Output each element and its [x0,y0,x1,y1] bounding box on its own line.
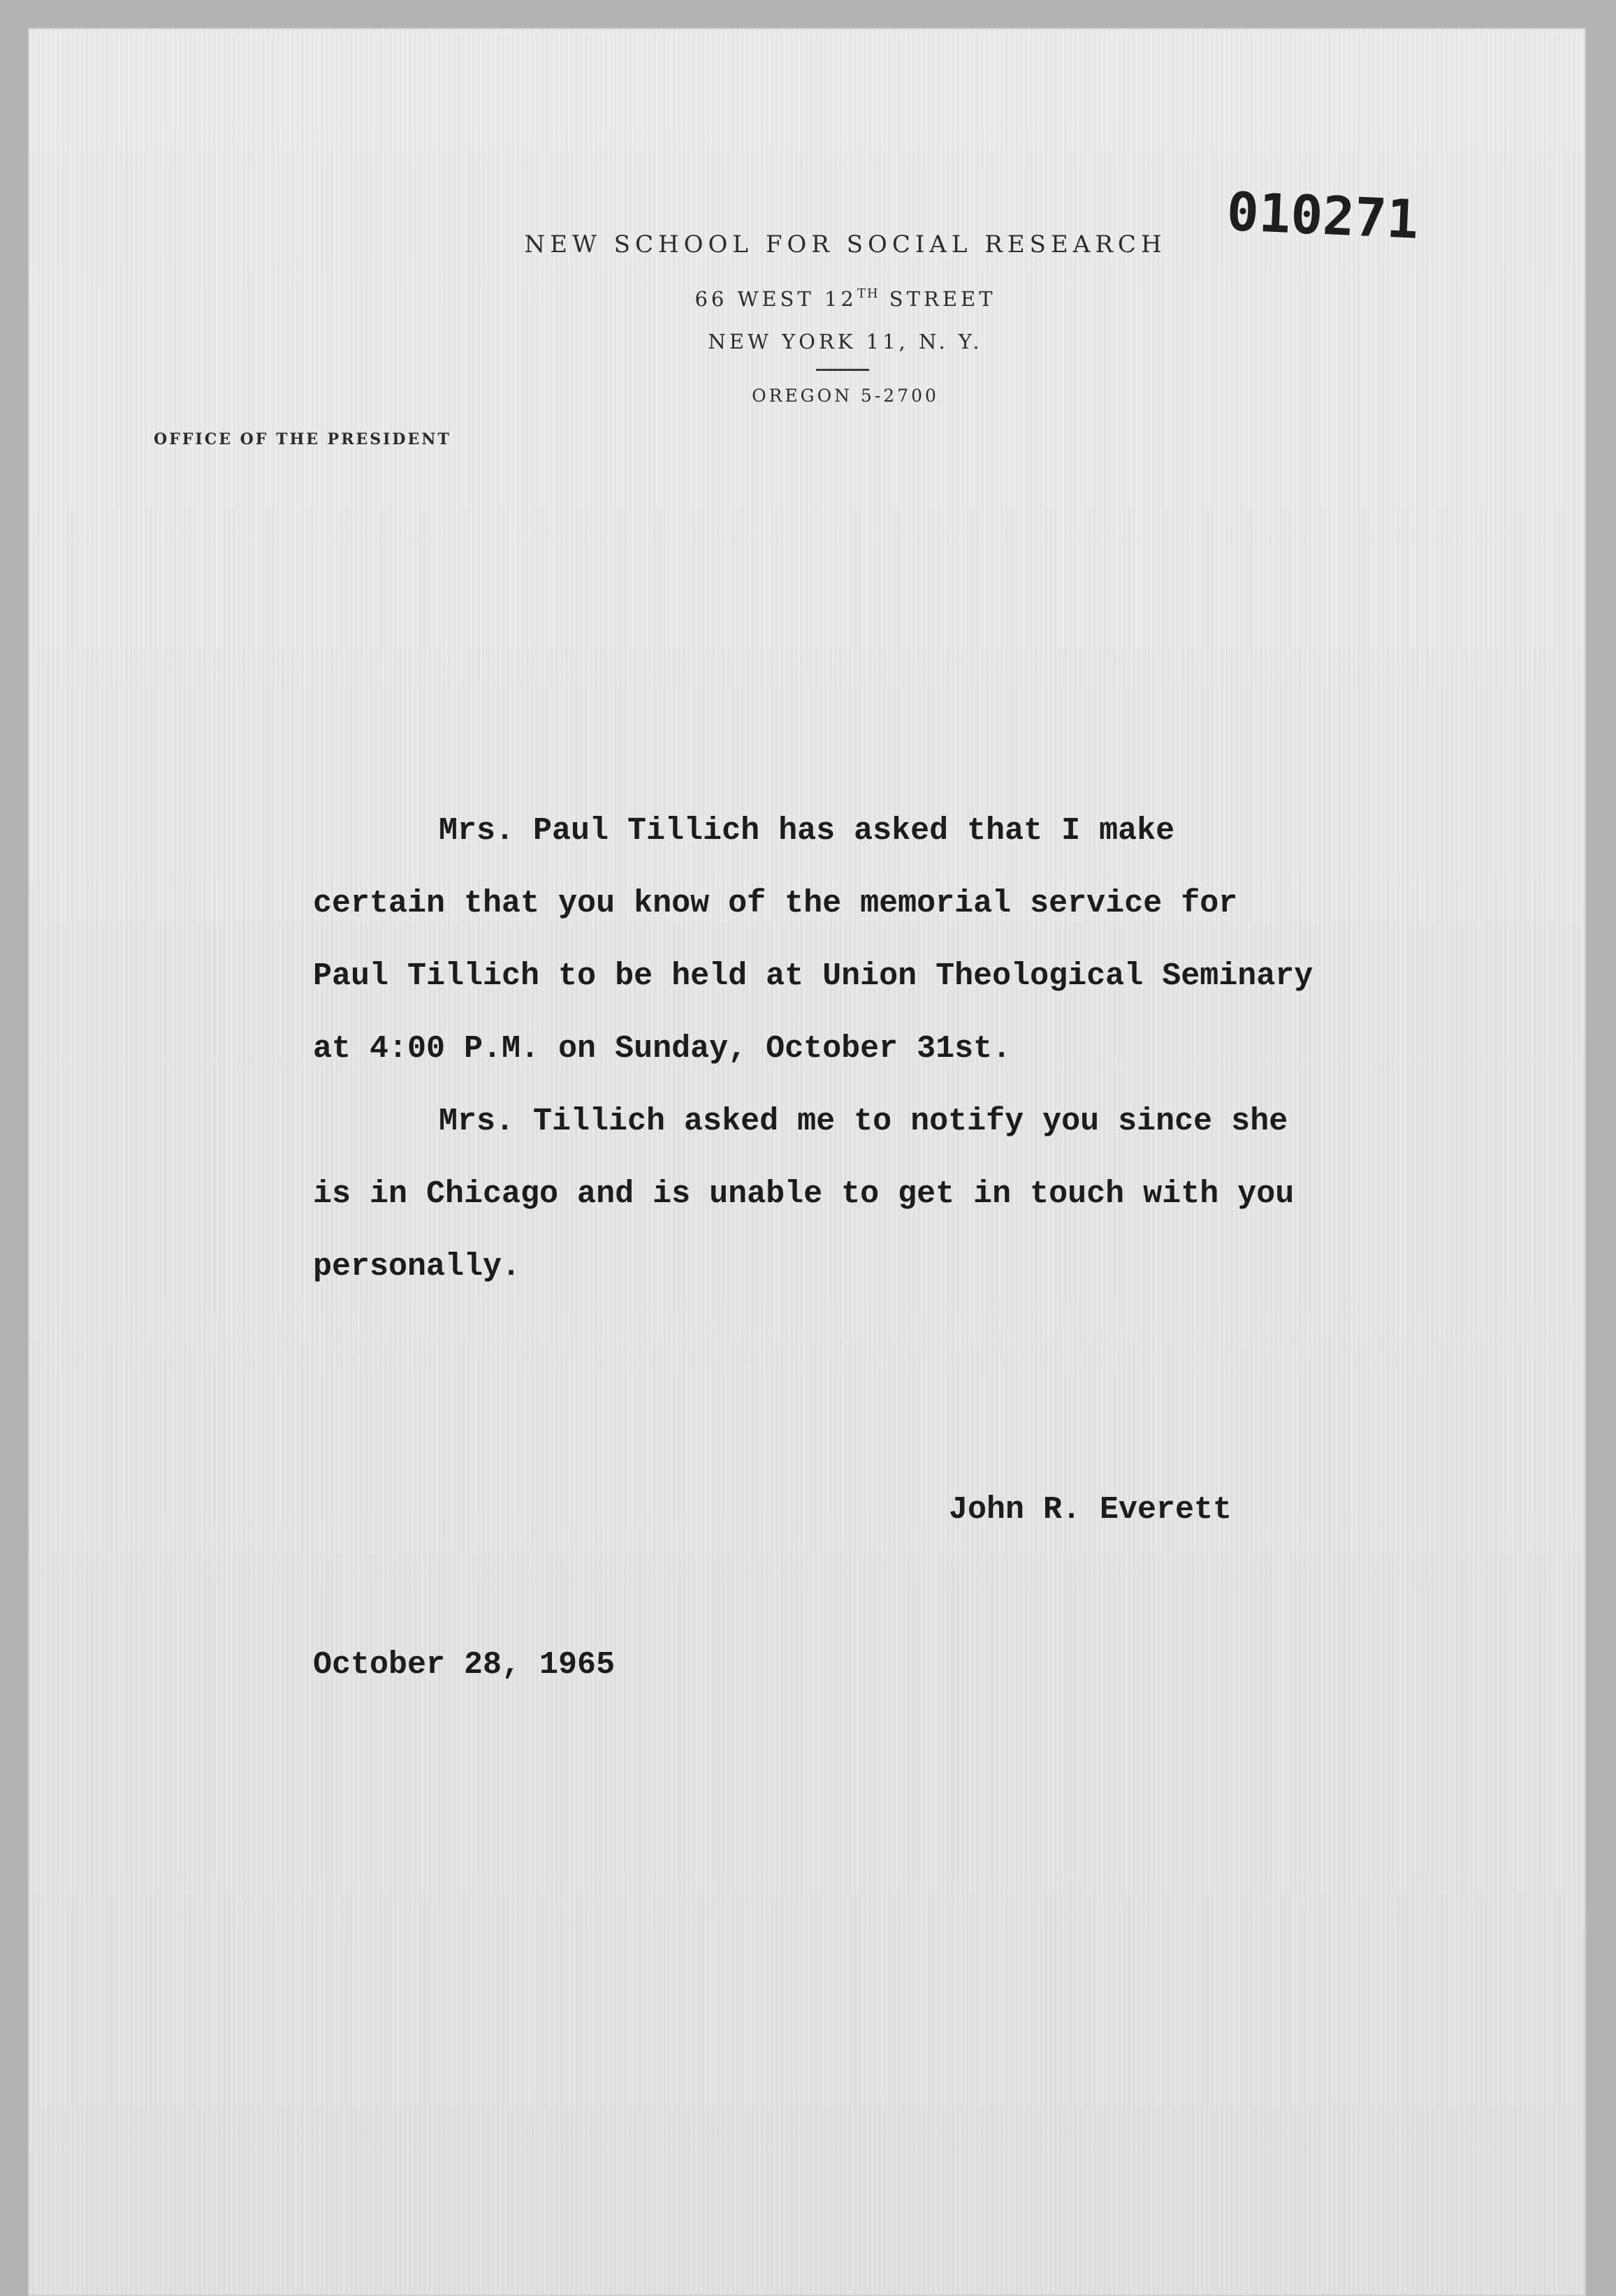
street-ordinal-suffix: TH [857,286,880,301]
street-address [447,286,1244,311]
city-line: NEW YORK 11, N. Y. [708,330,983,353]
body-paragraph-1: Mrs. Paul Tillich has asked that I make certain that you know of the memorial service for Paul Tillich to be held at Union Theological Seminary at 4:00 P.M. on Sunday, October 31st. [313,813,1313,1067]
office-of-president-label: OFFICE OF THE PRESIDENT [154,430,451,448]
signature-name: John R. Everett [949,1492,1232,1528]
street-number: 66 WEST 12 [694,287,857,311]
document-number-stamp: 010271 [1225,180,1420,251]
body-paragraph-2: Mrs. Tillich asked me to notify you since she is in Chicago and is unable to get in touch with you personally. [313,1104,1295,1285]
institution-name: NEW SCHOOL FOR SOCIAL RESEARCH [524,231,1167,258]
letter-body [313,795,1361,1303]
phone-number: OREGON 5-2700 [752,386,939,406]
street-name: STREET [879,287,996,311]
letterhead-divider [816,369,869,371]
letter-page [28,28,1586,2296]
letter-date: October 28, 1965 [313,1647,616,1683]
